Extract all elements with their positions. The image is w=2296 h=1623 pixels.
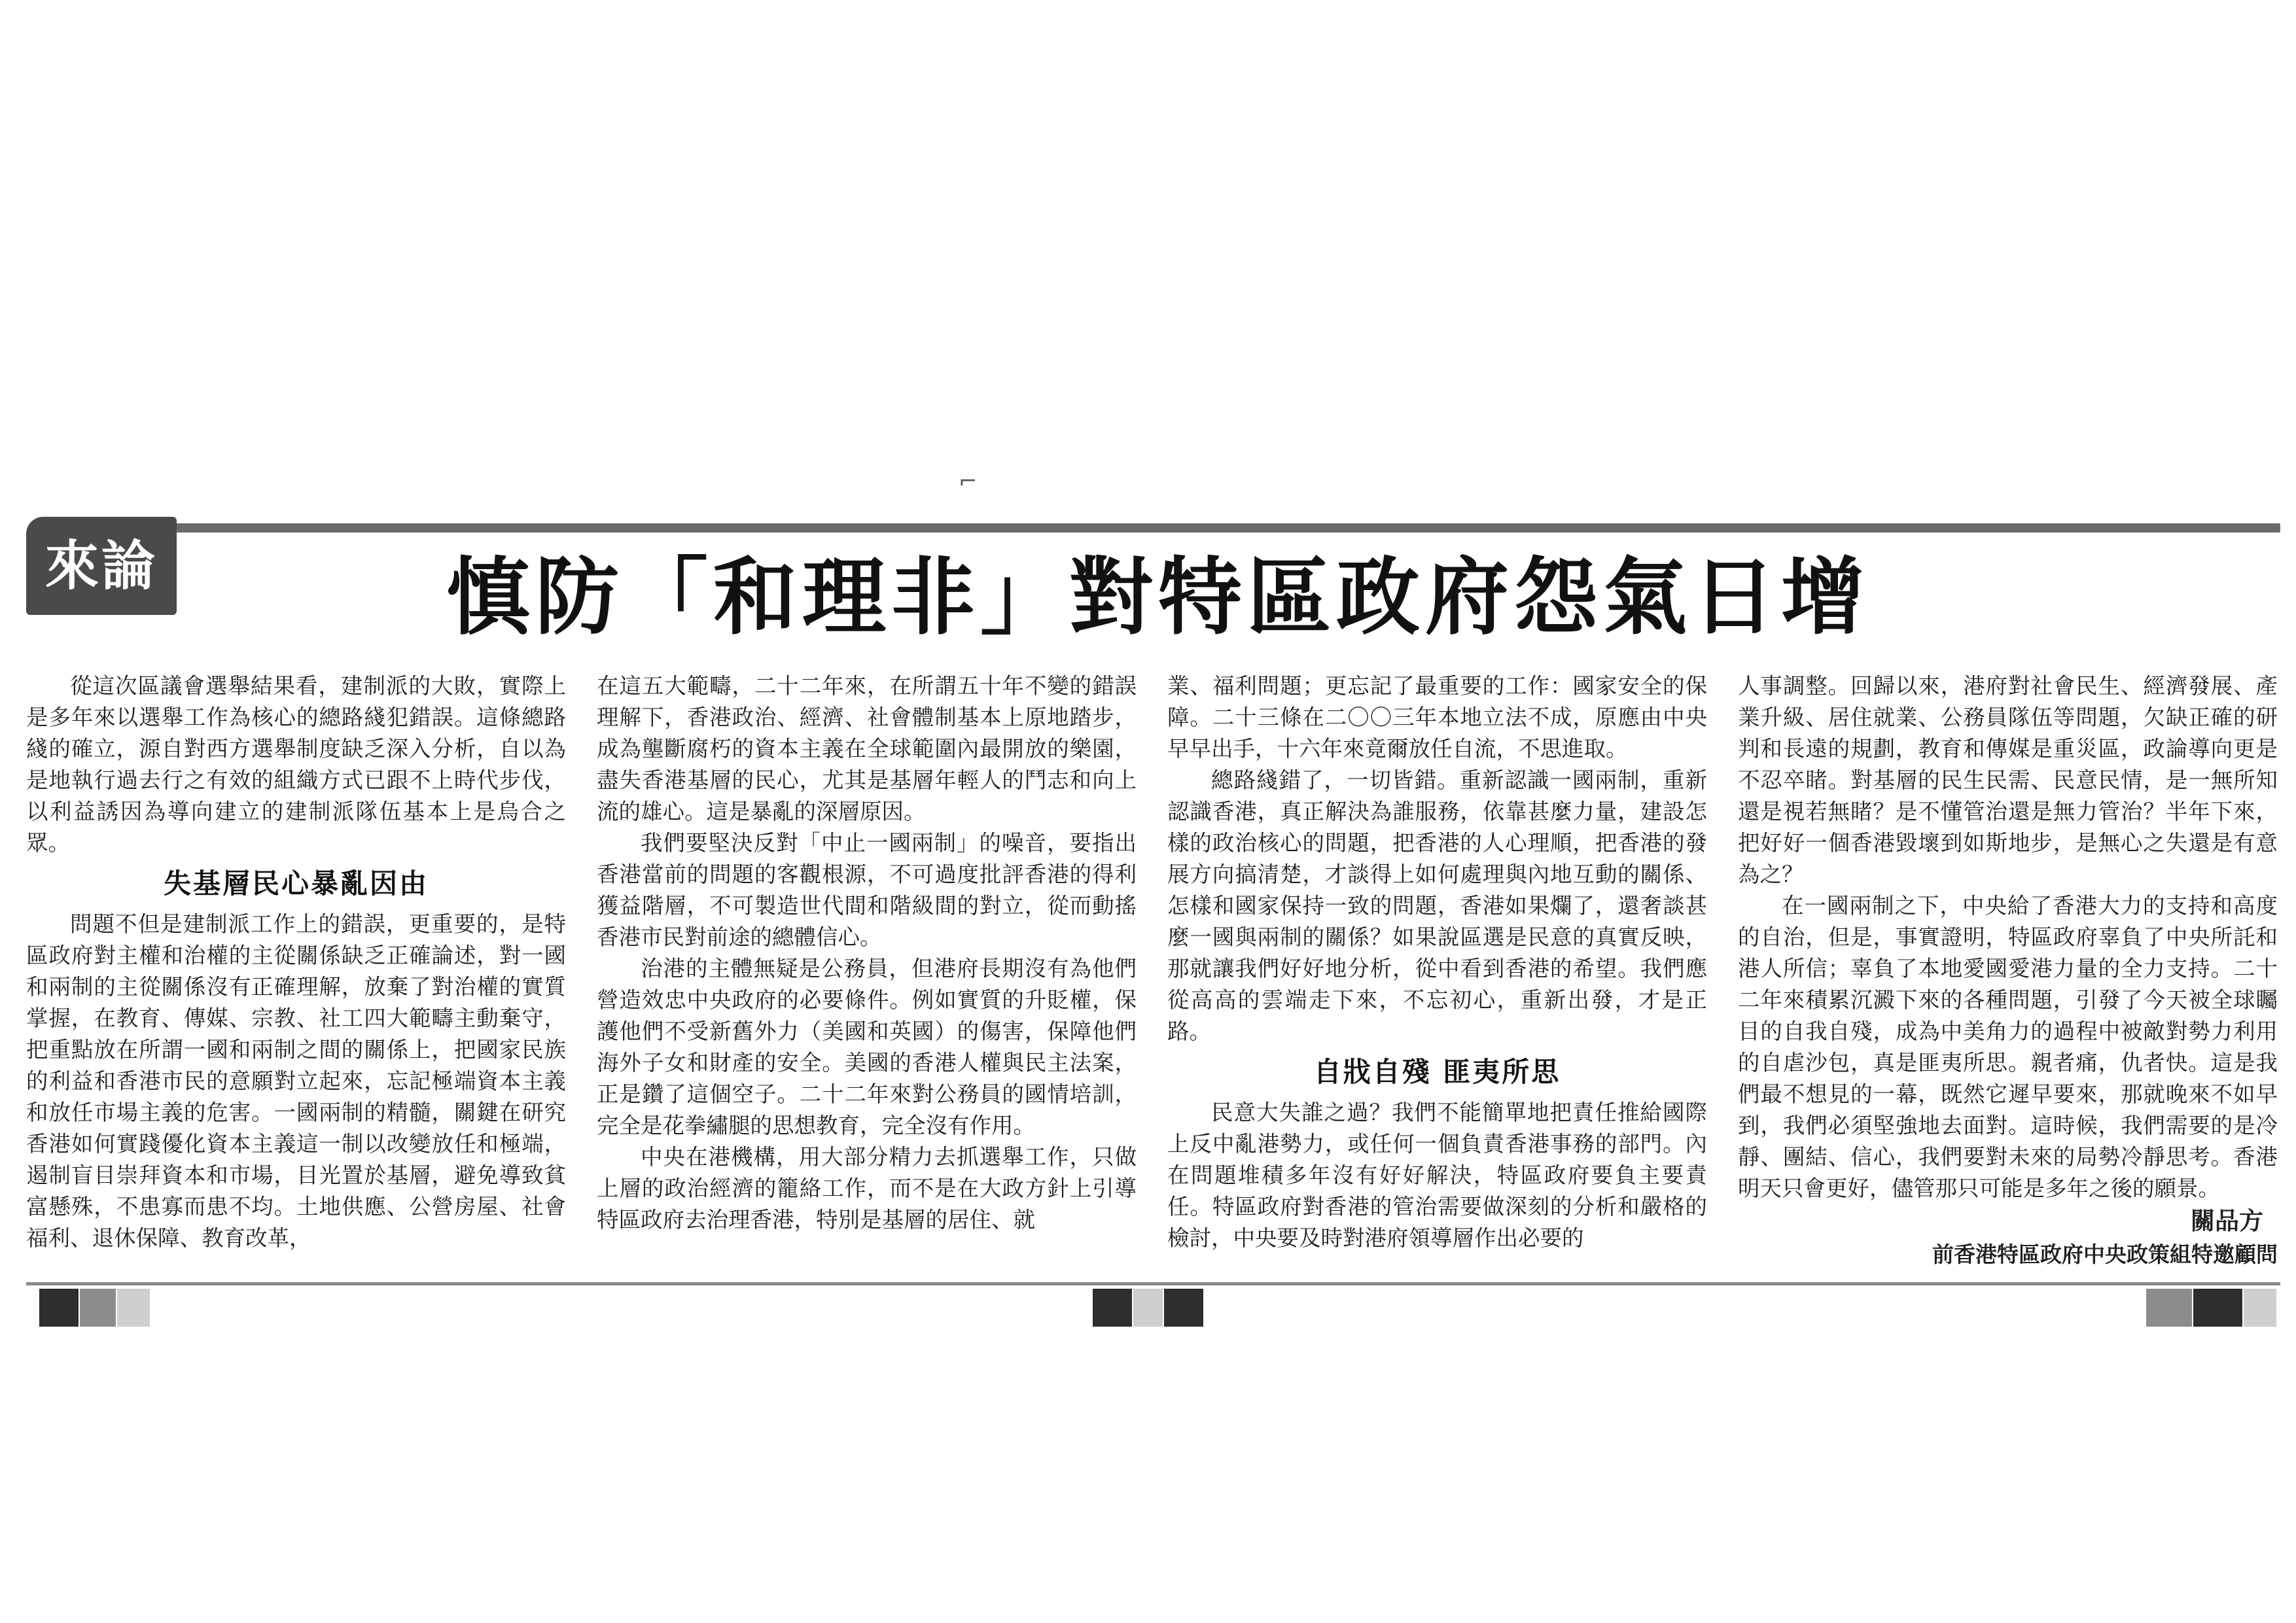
paragraph: 民意大失誰之過？我們不能簡單地把責任推給國際上反中亂港勢力，或任何一個負責香港事務的部門。內在問題堆積多年沒有好好解決，特區政府要負主要責任。特區政府對香港的管治需要做深刻的分析和嚴格的檢討，中央要及時對港府領導層作出必要的 bbox=[1167, 1100, 1707, 1251]
paragraph: 我們要堅決反對「中止一國兩制」的噪音，要指出香港當前的問題的客觀根源，不可過度批評香港的得利獲益階層，不可製造世代間和階級間的對立，從而動搖香港市民對前途的總體信心。 bbox=[597, 830, 1137, 950]
paragraph: 在一國兩制之下，中央給了香港大力的支持和高度的自治，但是，事實證明，特區政府辜負了中央所託和港人所信；辜負了本地愛國愛港力量的全力支持。二十二年來積累沉澱下來的各種問題，引發了今天被全球矚目的自我自殘，成為中美角力的過程中被敵對勢力利用的自虐沙包，真是匪夷所思。親者痛，仇者快。這是我們最不想見的一幕，既然它遲早要來，那就晚來不如早到，我們必須堅強地去面對。這時候，我們需要的是冷靜、團結、信心，我們要對未來的局勢冷靜思考。香港明天只會更好，儘管那只可能是多年之後的願景。 bbox=[1738, 893, 2278, 1201]
author-affiliation: 前香港特區政府中央政策組特邀顧問 bbox=[1932, 1242, 2278, 1267]
column-tag: 來論 bbox=[26, 517, 177, 615]
paragraph: 業、福利問題；更忘記了最重要的工作：國家安全的保障。二十三條在二〇〇三年本地立法不成，原應由中央早早出手，十六年來竟爾放任自流，不思進取。 bbox=[1167, 673, 1707, 761]
registration-block bbox=[2193, 1289, 2242, 1327]
stray-mark: ⌐ bbox=[959, 468, 978, 495]
paragraph: 中央在港機構，用大部分精力去抓選舉工作，只做上層的政治經濟的籠絡工作，而不是在大政方針上引導特區政府去治理香港，特別是基層的居住、就 bbox=[597, 1144, 1137, 1232]
headline: 慎防「和理非」對特區政府怨氣日增 bbox=[446, 548, 1870, 646]
author-name: 關品方 bbox=[2191, 1207, 2263, 1235]
column-2 bbox=[597, 671, 1137, 1246]
column-3 bbox=[1167, 671, 1707, 1251]
registration-block bbox=[80, 1289, 116, 1327]
column-1 bbox=[26, 671, 566, 1251]
paragraph: 總路綫錯了，一切皆錯。重新認識一國兩制，重新認識香港，真正解決為誰服務，依靠甚麼力量，建設怎樣的政治核心的問題，把香港的人心理順，把香港的發展方向搞清楚，才談得上如何處理與內地互動的關係、怎樣和國家保持一致的問題，香港如果爛了，還奢談甚麼一國與兩制的關係？如果說區選是民意的真實反映，那就讓我們好好地分析，從中看到香港的希望。我們應從高高的雲端走下來，不忘初心，重新出發，才是正路。 bbox=[1167, 767, 1707, 1044]
paragraph: 人事調整。回歸以來，港府對社會民生、經濟發展、產業升級、居住就業、公務員隊伍等問題，欠缺正確的研判和長遠的規劃，教育和傳媒是重災區，政論導向更是不忍卒睹。對基層的民生民需、民意民情，是一無所知還是視若無睹？是不懂管治還是無力管治？半年下來，把好好一個香港毀壞到如斯地步，是無心之失還是有意為之？ bbox=[1738, 673, 2278, 887]
subheading: 失基層民心暴亂因由 bbox=[163, 867, 429, 899]
top-rule bbox=[72, 523, 2280, 532]
bottom-rule bbox=[26, 1282, 2280, 1285]
newspaper-clipping bbox=[26, 523, 2280, 1328]
registration-block bbox=[1164, 1289, 1203, 1327]
registration-block bbox=[2146, 1289, 2192, 1327]
registration-block bbox=[39, 1289, 79, 1327]
paragraph: 在這五大範疇，二十二年來，在所謂五十年不變的錯誤理解下，香港政治、經濟、社會體制基本上原地踏步，成為壟斷腐朽的資本主義在全球範圍內最開放的樂園，盡失香港基層的民心，尤其是基層年輕人的鬥志和向上流的雄心。這是暴亂的深層原因。 bbox=[597, 673, 1137, 824]
registration-block bbox=[1133, 1289, 1163, 1327]
registration-block bbox=[2244, 1289, 2276, 1327]
registration-block bbox=[117, 1289, 150, 1327]
paragraph: 從這次區議會選舉結果看，建制派的大敗，實際上是多年來以選舉工作為核心的總路綫犯錯誤。這條總路綫的確立，源自對西方選舉制度缺乏深入分析，自以為是地執行過去行之有效的組織方式已跟不上時代步伐，以利益誘因為導向建立的建制派隊伍基本上是烏合之眾。 bbox=[26, 673, 566, 856]
article-body bbox=[26, 671, 2280, 1267]
subheading: 自戕自殘 匪夷所思 bbox=[1313, 1056, 1561, 1088]
paragraph: 治港的主體無疑是公務員，但港府長期沒有為他們營造效忠中央政府的必要條件。例如實質的升貶權，保護他們不受新舊外力（美國和英國）的傷害，保障他們海外子女和財產的安全。美國的香港人權與民主法案，正是鑽了這個空子。二十二年來對公務員的國情培訓，完全是花拳繡腿的思想教育，完全沒有作用。 bbox=[597, 956, 1137, 1138]
registration-block bbox=[1093, 1289, 1132, 1327]
column-4 bbox=[1738, 671, 2278, 1267]
paragraph: 問題不但是建制派工作上的錯誤，更重要的，是特區政府對主權和治權的主從關係缺乏正確論述，對一國和兩制的主從關係沒有正確理解，放棄了對治權的實質掌握，在教育、傳媒、宗教、社工四大範疇主動棄守，把重點放在所謂一國和兩制之間的關係上，把國家民族的利益和香港市民的意願對立起來，忘記極端資本主義和放任市場主義的危害。一國兩制的精髓，關鍵在研究香港如何實踐優化資本主義這一制以改變放任和極端，遏制盲目崇拜資本和市場，目光置於基層，避免導致貧富懸殊，不患寡而患不均。土地供應、公營房屋、社會福利、退休保障、教育改革， bbox=[26, 911, 566, 1251]
